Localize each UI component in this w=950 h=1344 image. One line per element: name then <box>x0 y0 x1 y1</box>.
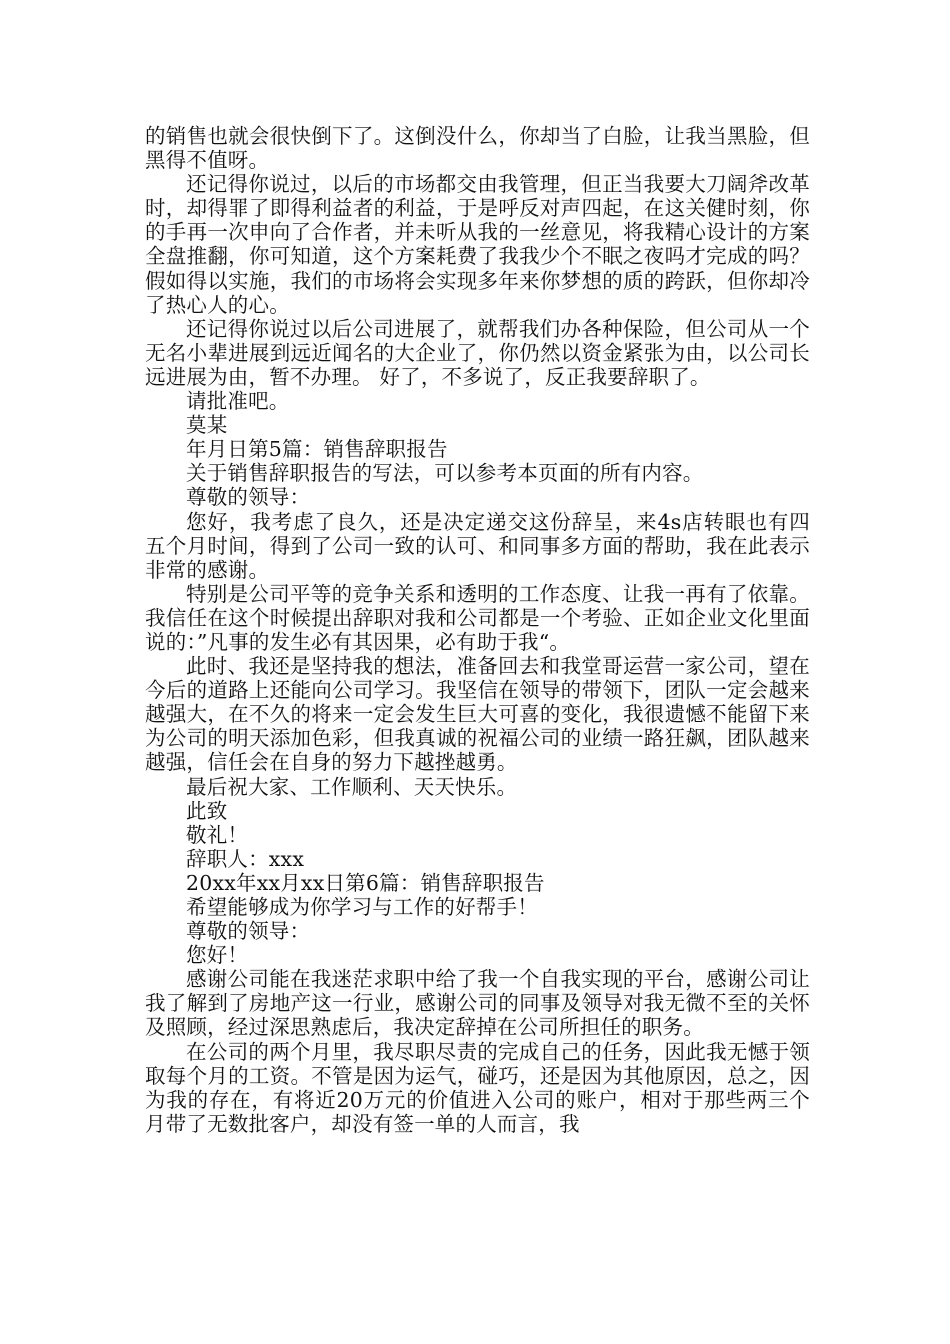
closing-line: 敬礼！ <box>186 822 249 847</box>
paragraph: 在公司的两个月里，我尽职尽责的完成自己的任务，因此我无憾于领取每个月的工资。不管是因为运气，碰巧，还是因为其他原因，总之，因为我的存在，有将近20万元的价值进入公司的账户，相对于那些两三个月带了无数批客户，却没有签一单的人而言，我 <box>145 1039 810 1136</box>
section-heading: 年月日第5篇：销售辞职报告 <box>186 437 448 462</box>
paragraph: 感谢公司能在我迷茫求职中给了我一个自我实现的平台，感谢公司让我了解到了房地产这一行业，感谢公司的同事及领导对我无微不至的关怀及照顾，经过深思熟虑后，我决定辞掉在公司所担任的职务。 <box>145 967 810 1040</box>
salutation: 尊敬的领导： <box>186 919 311 944</box>
signature-name: 莫某 <box>186 413 228 438</box>
section-heading: 20xx年xx月xx日第6篇：销售辞职报告 <box>186 870 545 895</box>
salutation: 尊敬的领导： <box>186 485 311 510</box>
paragraph: 特别是公司平等的竞争关系和透明的工作态度、让我一再有了依靠。我信任在这个时候提出辞职对我和公司都是一个考验、正如企业文化里面说的：”凡事的发生必有其因果，必有助于我“。 <box>145 581 810 654</box>
paragraph: 希望能够成为你学习与工作的好帮手！ <box>186 895 538 919</box>
paragraph: 还记得你说过以后公司进展了，就帮我们办各种保险，但公司从一个无名小辈进展到远近闻名的大企业了，你仍然以资金紧张为由，以公司长远进展为由，暂不办理。 好了，不多说了，反正我要辞职了。 <box>145 316 810 389</box>
document-body <box>145 124 810 1136</box>
paragraph-continued: 的销售也就会很快倒下了。这倒没什么，你却当了白脸，让我当黑脸，但黑得不值呀。 <box>145 124 810 173</box>
greeting: 您好！ <box>186 943 249 968</box>
paragraph: 还记得你说过，以后的市场都交由我管理，但正当我要大刀阔斧改革时，却得罪了即得利益者的利益，于是呼反对声四起，在这关健时刻，你的手再一次申向了合作者，并未听从我的一丝意见，将我精心设计的方案全盘推翻，你可知道，这个方案耗费了我我少个不眠之夜吗才完成的吗？假如得以实施，我们的市场将会实现多年来你梦想的质的跨跃，但你却冷了热心人的心。 <box>145 172 810 317</box>
closing-line: 请批准吧。 <box>186 389 290 414</box>
signature-line: 辞职人：xxx <box>186 846 305 871</box>
closing-line: 此致 <box>186 798 228 823</box>
paragraph: 此时、我还是坚持我的想法，准备回去和我堂哥运营一家公司，望在今后的道路上还能向公司学习。我坚信在领导的带领下，团队一定会越来越强大，在不久的将来一定会发生巨大可喜的变化，我很遗憾不能留下来为公司的明天添加色彩，但我真诚的祝福公司的业绩一路狂飙，团队越来越强，信任会在自身的努力下越挫越勇。 <box>145 654 810 775</box>
paragraph: 您好，我考虑了良久，还是决定递交这份辞呈，来4s店转眼也有四五个月时间，得到了公司一致的认可、和同事多方面的帮助，我在此表示非常的感谢。 <box>145 509 810 582</box>
paragraph: 最后祝大家、工作顺利、天天快乐。 <box>186 774 518 799</box>
paragraph: 关于销售辞职报告的写法，可以参考本页面的所有内容。 <box>186 461 704 486</box>
